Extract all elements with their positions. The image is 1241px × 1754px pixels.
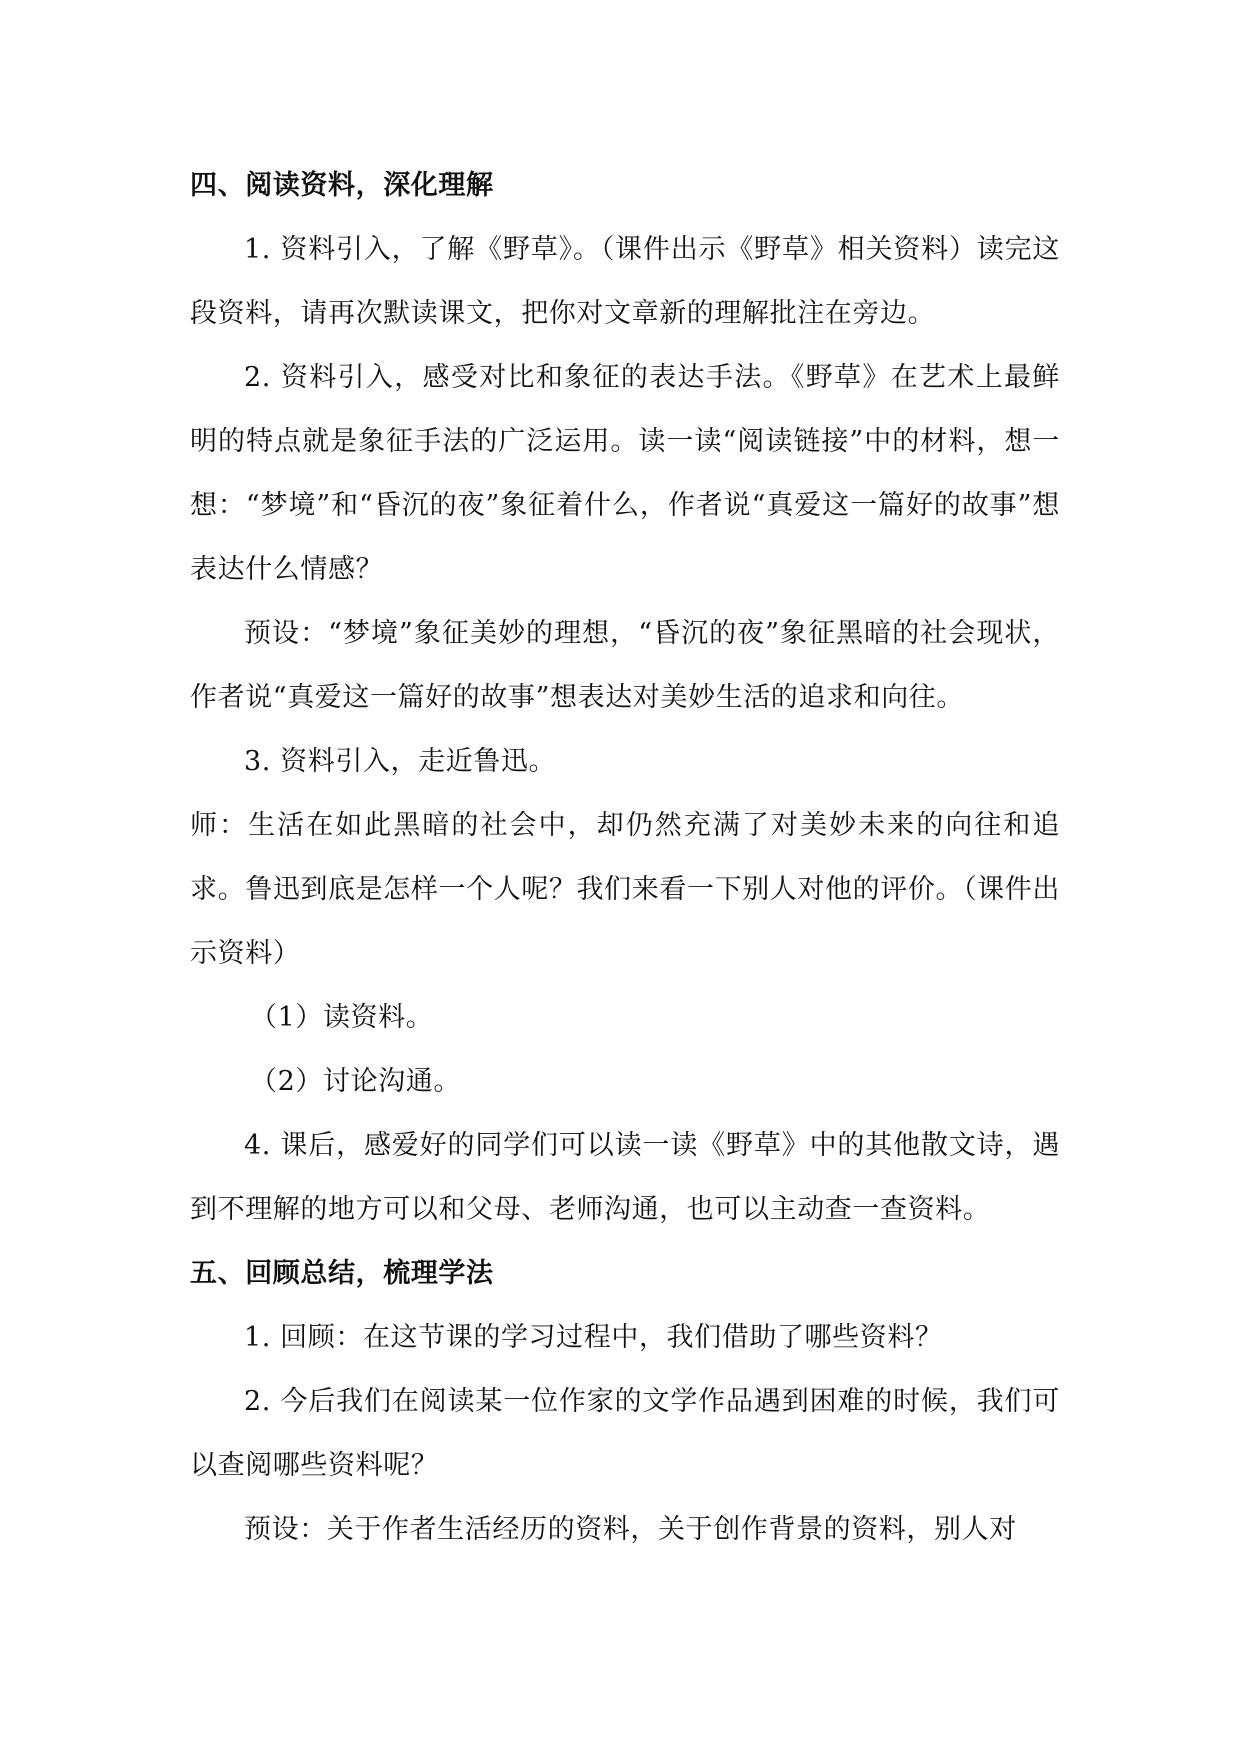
paragraph-4-preset: 预设：“梦境”象征美妙的理想，“昏沉的夜”象征黑暗的社会现状，作者说“真爱这一篇好的故事”想表达对美妙生活的追求和向往。 xyxy=(190,618,1060,713)
paragraph-5-preset: 预设：关于作者生活经历的资料，关于创作背景的资料，别人对 xyxy=(244,1514,1017,1545)
section-heading-5: 五、回顾总结，梳理学法 xyxy=(190,1258,494,1289)
section-heading-4: 四、阅读资料，深化理解 xyxy=(190,170,494,201)
paragraph-4-1: 1. 资料引入，了解《野草》。（课件出示《野草》相关资料）读完这段资料，请再次默读课文，把你对文章新的理解批注在旁边。 xyxy=(190,234,1060,329)
paragraph-5-1: 1. 回顾：在这节课的学习过程中，我们借助了哪些资料？ xyxy=(244,1322,943,1353)
paragraph-4-3: 3. 资料引入，走近鲁迅。 xyxy=(244,746,557,777)
paragraph-4-sub2: （2）讨论沟通。 xyxy=(250,1066,461,1097)
document-page xyxy=(190,154,1060,1562)
paragraph-4-teacher: 师：生活在如此黑暗的社会中，却仍然充满了对美妙未来的向往和追求。鲁迅到底是怎样一个人呢？我们来看一下别人对他的评价。（课件出示资料） xyxy=(190,810,1060,969)
paragraph-5-2: 2. 今后我们在阅读某一位作家的文学作品遇到困难的时候，我们可以查阅哪些资料呢？ xyxy=(190,1386,1060,1481)
paragraph-4-2: 2. 资料引入，感受对比和象征的表达手法。《野草》在艺术上最鲜明的特点就是象征手法的广泛运用。读一读“阅读链接”中的材料，想一想：“梦境”和“昏沉的夜”象征着什么，作者说“真爱这一篇好的故事”想表达什么情感？ xyxy=(190,362,1060,585)
paragraph-4-4: 4. 课后，感爱好的同学们可以读一读《野草》中的其他散文诗，遇到不理解的地方可以和父母、老师沟通，也可以主动查一查资料。 xyxy=(190,1130,1060,1225)
paragraph-4-sub1: （1）读资料。 xyxy=(250,1002,434,1033)
